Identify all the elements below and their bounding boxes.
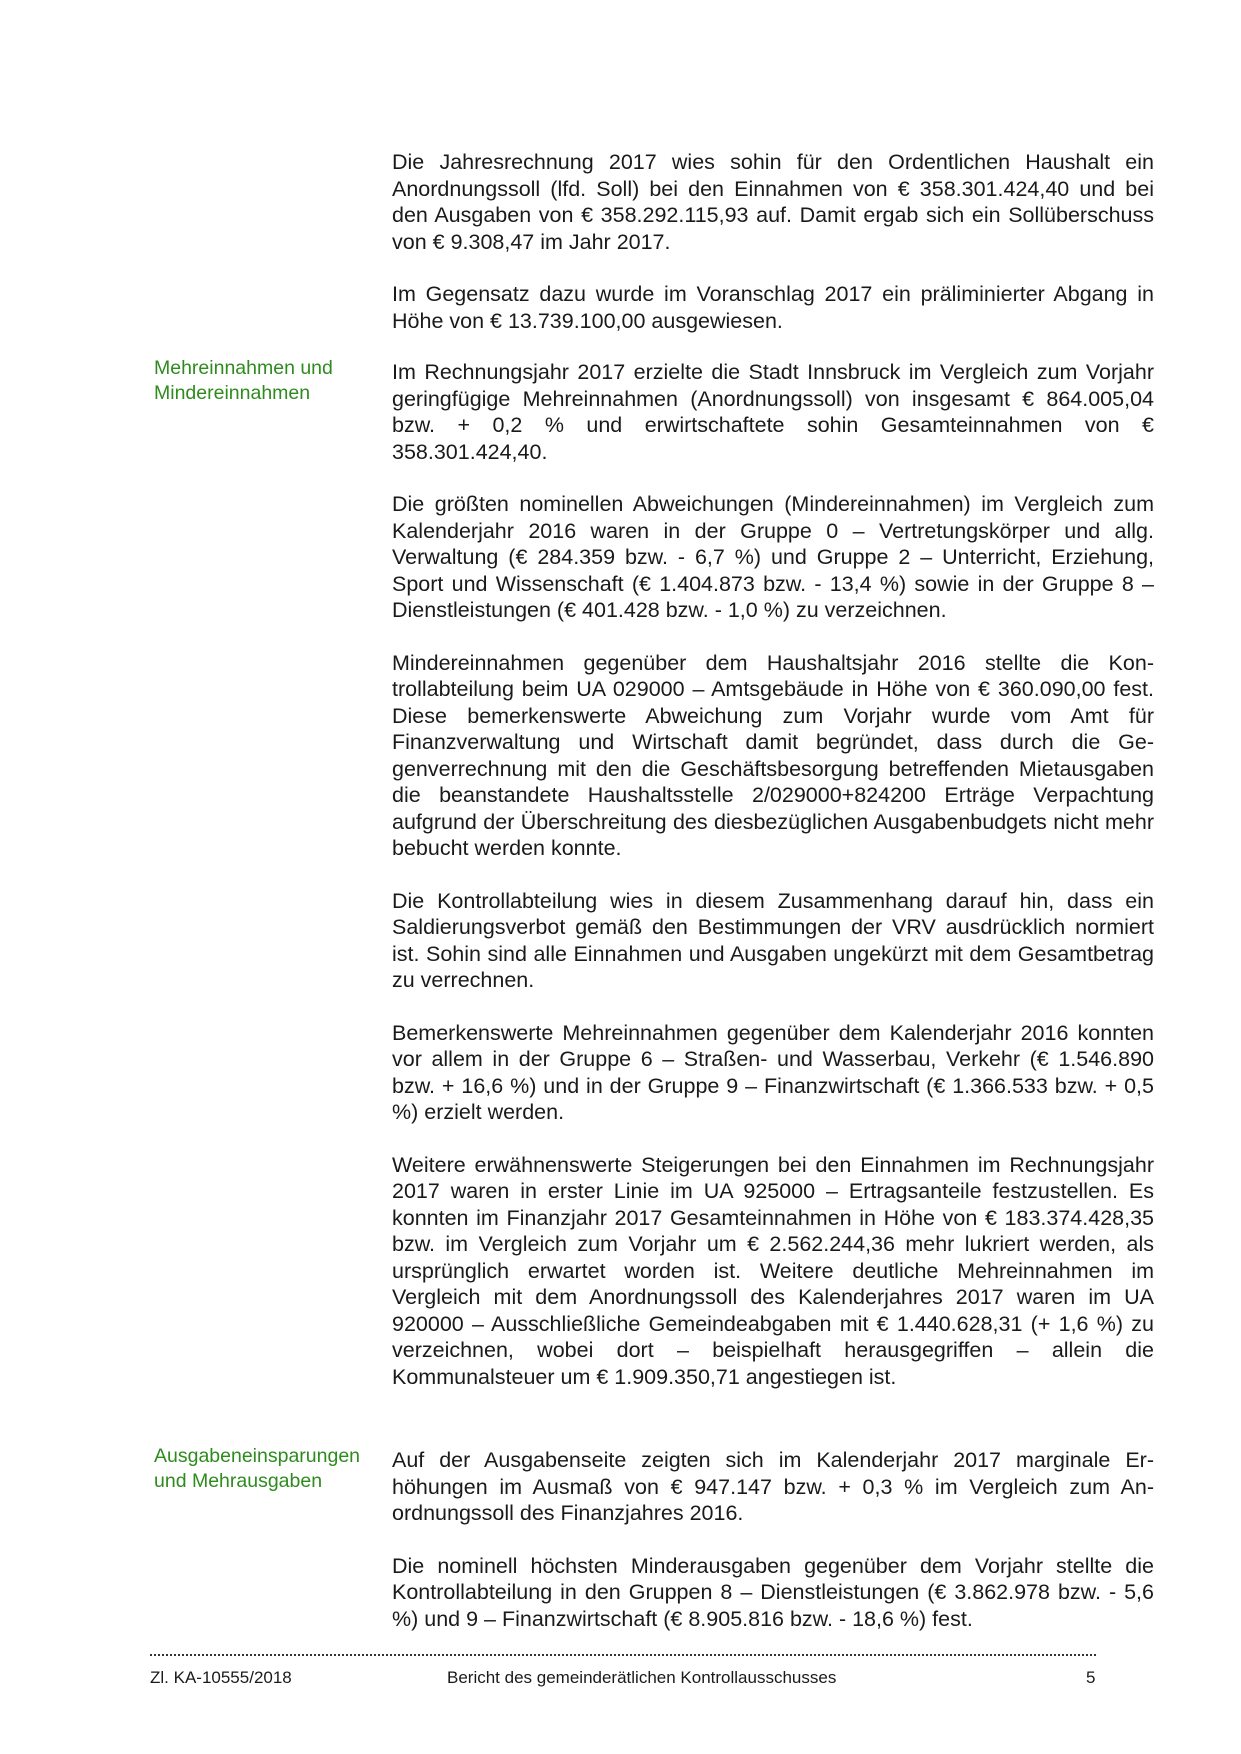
footer-title: Bericht des gemeinderätlichen Kontrollausschusses [447, 1668, 837, 1687]
paragraph: Bemerkenswerte Mehreinnahmen gegenüber dem Kalenderjahr 2016 konnten vor allem in der Gruppe 6 – Straßen- und Wasserbau, Verkehr (€ 1.546.890 bzw. + 16,6 %) und in der Gruppe 9 – Finanzwirtschaft (€ 1.366.533 bzw. + 0,5 %) erzielt werden. [392, 1020, 1154, 1124]
side-label-line: Mindereinnahmen [154, 382, 311, 404]
body-section-mehreinnahmen [392, 359, 1154, 1416]
paragraph: Die Kontrollabteilung wies in diesem Zusammenhang darauf hin, dass ein Saldierungsverbot gemäß den Bestimmungen der VRV ausdrücklich normiert ist. Sohin sind alle Einnahmen und Ausgaben ungekürzt mit dem Gesamtbetrag zu verrechnen. [392, 888, 1154, 992]
footer-divider [150, 1654, 1096, 1656]
paragraph: Die größten nominellen Abweichungen (Mindereinnahmen) im Vergleich zum Kalenderjahr 2016 waren in der Gruppe 0 – Vertretungskörper und allg. Verwaltung (€ 284.359 bzw. - 6,7 %) und Gruppe 2 – Unterricht, Erziehung, Sport und Wissenschaft (€ 1.404.873 bzw. - 13,4 %) sowie in der Gruppe 8 – Dienstleistungen (€ 401.428 bzw. - 1,0 %) zu verzeichnen. [392, 492, 1154, 622]
footer-reference: Zl. KA-10555/2018 [150, 1668, 292, 1687]
side-label-mehreinnahmen [154, 356, 364, 406]
paragraph: Die Jahresrechnung 2017 wies sohin für den Ordentlichen Haushalt ein Anordnungssoll (lfd. Soll) bei den Einnahmen von € 358.301.424,40 und bei den Ausgaben von € 358.292.115,93 auf. Damit ergab sich ein Sollüberschuss von € 9.308,47 im Jahr 2017. [392, 150, 1154, 254]
body-section-ausgaben [392, 1447, 1154, 1658]
paragraph: Die nominell höchsten Minderausgaben gegenüber dem Vorjahr stellte die Kontrollabteilung in den Gruppen 8 – Dienstleistungen (€ 3.862.978 bzw. - 5,6 %) und 9 – Finanzwirtschaft (€ 8.905.816 bzw. - 18,6 %) fest. [392, 1553, 1154, 1631]
side-label-ausgaben [154, 1444, 364, 1494]
side-label-line: Mehreinnahmen und [154, 357, 333, 379]
paragraph: Im Rechnungsjahr 2017 erzielte die Stadt Innsbruck im Vergleich zum Vorjahr geringfügige Mehreinnahmen (Anordnungssoll) von insgesamt € 864.005,04 bzw. + 0,2 % und erwirtschaftete sohin Gesamteinnahmen von € 358.301.424,40. [392, 360, 1154, 464]
side-label-line: und Mehrausgaben [154, 1470, 323, 1492]
paragraph: Weitere erwähnenswerte Steigerungen bei den Einnahmen im Rechnungsjahr 2017 waren in erster Linie im UA 925000 – Ertragsanteile festzustellen. Es konnten im Finanzjahr 2017 Gesamteinnahmen in Höhe von € 183.374.428,35 bzw. im Vergleich zum Vorjahr um € 2.562.244,36 mehr lukriert werden, als ursprünglich erwartet worden ist. Weitere deutliche Mehreinnahmen im Vergleich mit dem Anordnungssoll des Kalenderjahres 2017 waren im UA 920000 – Ausschließliche Gemeindeabgaben mit € 1.440.628,31 (+ 1,6 %) zu verzeichnen, wobei dort – beispielhaft herausgegriffen – allein die Kommunalsteuer um € 1.909.350,71 angestiegen ist. [392, 1152, 1154, 1389]
body-section-intro [392, 149, 1154, 360]
page-number: 5 [1086, 1668, 1096, 1687]
side-label-line: Ausgabeneinsparungen [154, 1445, 361, 1467]
paragraph: Auf der Ausgabenseite zeigten sich im Kalenderjahr 2017 marginale Erhöhungen im Ausmaß von € 947.147 bzw. + 0,3 % im Vergleich zum Anordnungssoll des Finanzjahres 2016. [392, 1448, 1154, 1525]
paragraph: Mindereinnahmen gegenüber dem Haushaltsjahr 2016 stellte die Kontrollabteilung beim UA 029000 – Amtsgebäude in Höhe von € 360.090,00 fest. Diese bemerkenswerte Abweichung zum Vorjahr wurde vom Amt für Finanzverwaltung und Wirtschaft damit begründet, dass durch die Gegenverrechnung mit den die Geschäftsbesorgung betreffenden Mietausgaben die beanstandete Haushaltsstelle 2/029000+824200 Erträge Verpachtung aufgrund der Überschreitung des diesbezüglichen Ausgabenbudgets nicht mehr bebucht werden konnte. [392, 650, 1154, 860]
paragraph: Im Gegensatz dazu wurde im Voranschlag 2017 ein präliminierter Abgang in Höhe von € 13.739.100,00 ausgewiesen. [392, 282, 1154, 333]
